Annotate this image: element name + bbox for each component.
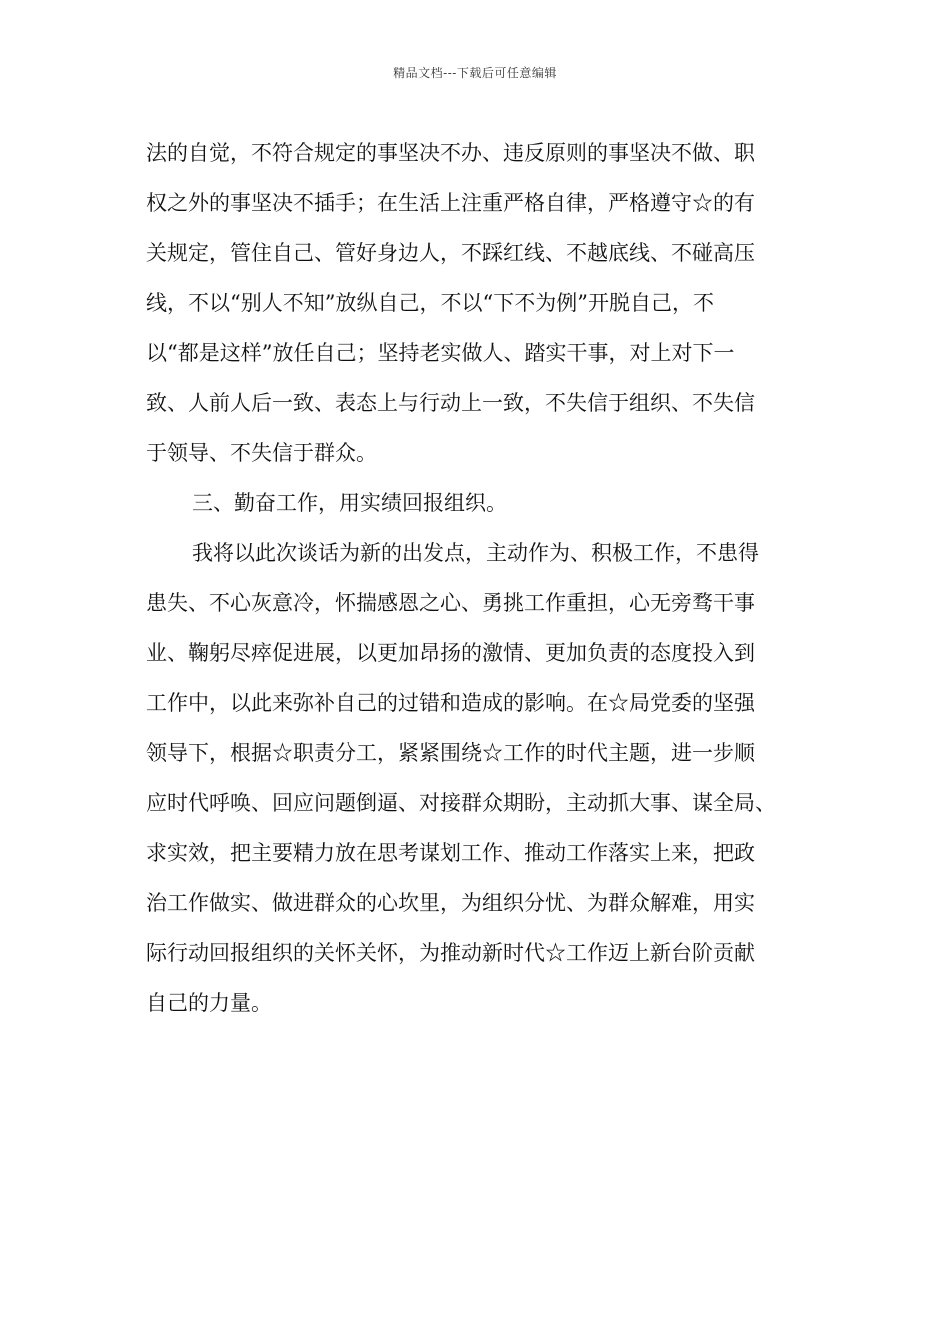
- text-line: 关规定，管住自己、管好身边人，不踩红线、不越底线、不碰高压: [146, 241, 755, 265]
- text-line: 应时代呼唤、回应问题倒逼、对接群众期盼，主动抓大事、谋全局、: [146, 791, 776, 815]
- body-text: [146, 128, 836, 1028]
- text-line: 法的自觉，不符合规定的事坚决不办、违反原则的事坚决不做、职: [146, 141, 755, 165]
- text-line: 业、鞠躬尽瘁促进展，以更加昂扬的激情、更加负责的态度投入到: [146, 641, 755, 665]
- text-line: 线，不以“别人不知”放纵自己，不以“下不为例”开脱自己，不: [146, 291, 714, 315]
- text-line: 治工作做实、做进群众的心坎里，为组织分忧、为群众解难，用实: [146, 891, 755, 915]
- section-heading: 三、勤奋工作，用实绩回报组织。: [192, 491, 507, 515]
- text-line: 权之外的事坚决不插手；在生活上注重严格自律，严格遵守☆的有: [146, 191, 755, 215]
- text-line: 自己的力量。: [146, 991, 272, 1015]
- page-header: 精品文档---下载后可任意编辑: [393, 66, 557, 80]
- text-line: 致、人前人后一致、表态上与行动上一致，不失信于组织、不失信: [146, 391, 755, 415]
- text-line: 工作中，以此来弥补自己的过错和造成的影响。在☆局党委的坚强: [146, 691, 755, 715]
- text-line: 际行动回报组织的关怀关怀，为推动新时代☆工作迈上新台阶贡献: [146, 941, 755, 965]
- text-line: 领导下，根据☆职责分工，紧紧围绕☆工作的时代主题，进一步顺: [146, 741, 755, 765]
- text-line: 我将以此次谈话为新的出发点，主动作为、积极工作，不患得: [192, 541, 759, 565]
- text-line: 求实效，把主要精力放在思考谋划工作、推动工作落实上来，把政: [146, 841, 755, 865]
- text-line: 患失、不心灰意冷，怀揣感恩之心、勇挑工作重担，心无旁骛干事: [146, 591, 755, 615]
- text-line: 于领导、不失信于群众。: [146, 441, 377, 465]
- text-line: 以“都是这样”放任自己；坚持老实做人、踏实干事，对上对下一: [146, 341, 735, 365]
